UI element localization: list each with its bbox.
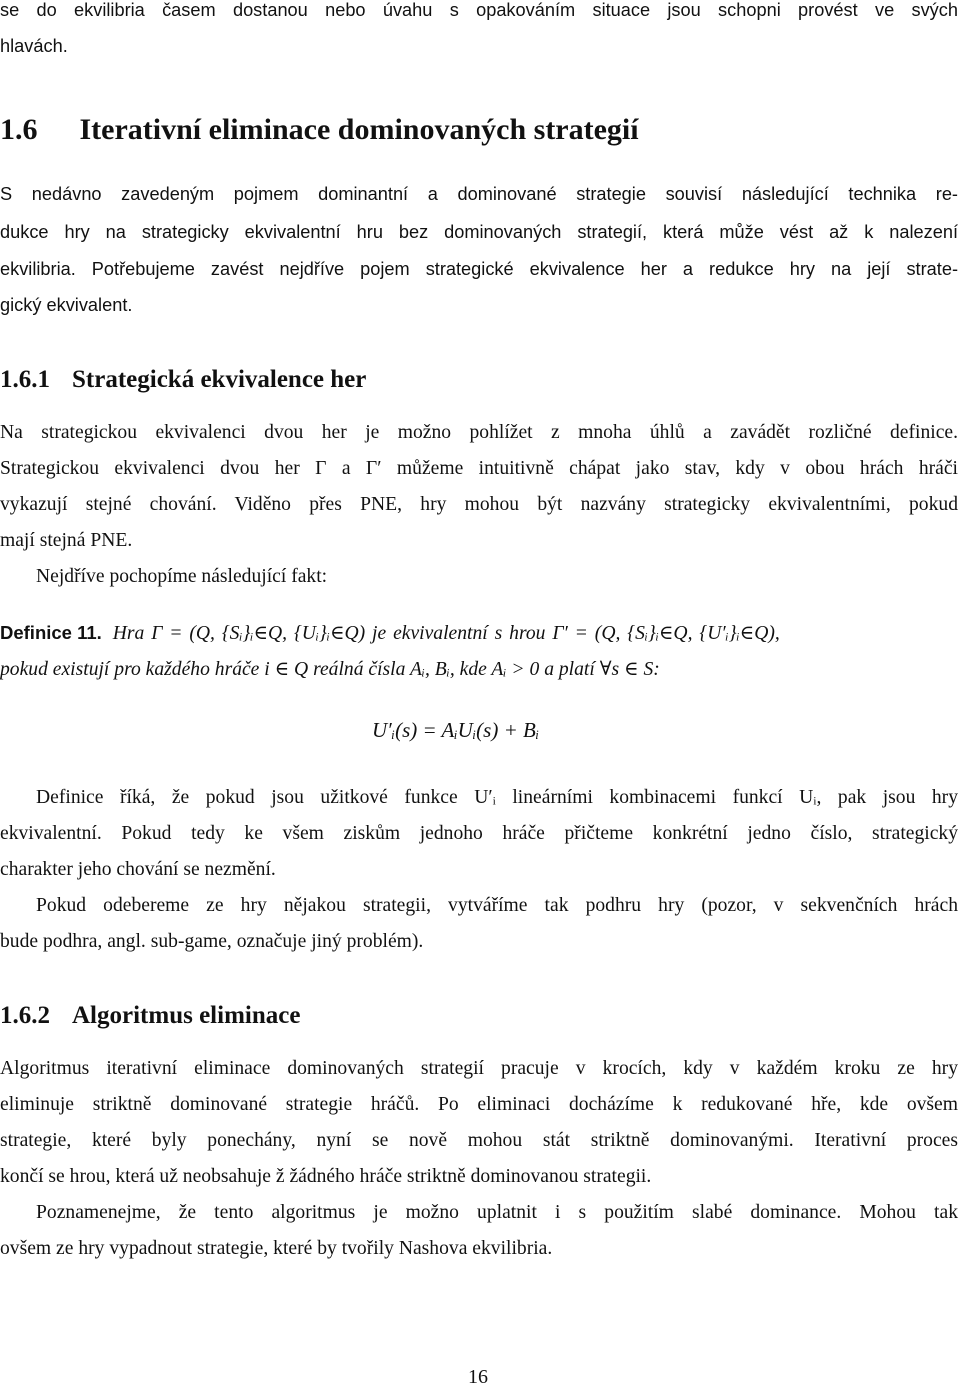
- equation: U′ᵢ(s) = AᵢUᵢ(s) + Bᵢ: [372, 718, 540, 742]
- definition-line: pokud existují pro každého hráče i ∈ Q reálná čísla Aᵢ, Bᵢ, kde Aᵢ > 0 a platí ∀s ∈ S:: [0, 659, 660, 680]
- text-line: Algoritmus iterativní eliminace dominovaných strategií pracuje v krocích, kdy v každém kroku ze hry: [0, 1058, 958, 1079]
- text-line: se do ekvilibria časem dostanou nebo úvahu s opakováním situace jsou schopni provést ve svých: [0, 0, 958, 20]
- subsection-heading: [0, 1002, 300, 1030]
- text-line: strategie, které byly ponechány, nyní se nově mohou stát striktně dominovanými. Iterativní proces: [0, 1130, 958, 1151]
- text-line: Poznamenejme, že tento algoritmus je možno uplatnit i s použitím slabé dominance. Mohou tak: [36, 1202, 958, 1223]
- definition-text: Hra Γ = (Q, {Sᵢ}ᵢ∈Q, {Uᵢ}ᵢ∈Q) je ekvivalentní s hrou Γ′ = (Q, {Sᵢ}ᵢ∈Q, {U′ᵢ}ᵢ∈Q),: [112, 623, 780, 644]
- text-line: Strategickou ekvivalenci dvou her Γ a Γ′ můžeme intuitivně chápat jako stav, kdy v obou hrách hráči: [0, 458, 958, 479]
- text-line: S nedávno zavedeným pojmem dominantní a dominované strategie souvisí následující technika re-: [0, 184, 958, 204]
- text-line: Definice říká, že pokud jsou užitkové funkce U′ᵢ lineárními kombinacemi funkcí Uᵢ, pak jsou hry: [36, 787, 958, 808]
- section-number: 1.6: [0, 113, 38, 146]
- section-heading: [0, 113, 639, 147]
- text-line: vykazují stejné chování. Viděno přes PNE, hry mohou být nazvány strategicky ekvivalentními, pokud: [0, 494, 958, 515]
- text-line: ekvilibria. Potřebujeme zavést nejdříve pojem strategické ekvivalence her a redukce hry na její strate-: [0, 259, 958, 279]
- text-line: Pokud odebereme ze hry nějakou strategii, vytváříme tak podhru hry (pozor, v sekvenčních hrách: [36, 895, 958, 916]
- definition-line: [0, 621, 958, 645]
- text-line: ekvivalentní. Pokud tedy ke všem ziskům jednoho hráče přičteme konkrétní jedno číslo, strategický: [0, 823, 958, 844]
- text-line: bude podhra, angl. sub-game, označuje jiný problém).: [0, 931, 424, 952]
- text-line: končí se hrou, která už neobsahuje ž žádného hráče striktně dominovanou strategii.: [0, 1166, 652, 1187]
- text-line: Na strategickou ekvivalenci dvou her je možno pohlížet z mnoha úhlů a zavádět rozličné definice.: [0, 422, 958, 443]
- text-line: hlavách.: [0, 36, 68, 56]
- subsection-title: Algoritmus eliminace: [72, 1002, 301, 1029]
- text-line: ovšem ze hry vypadnout strategie, které by tvořily Nashova ekvilibria.: [0, 1238, 553, 1259]
- subsection-number: 1.6.1: [0, 366, 50, 393]
- subsection-heading: [0, 366, 366, 394]
- text-line: dukce hry na strategicky ekvivalentní hru bez dominovaných strategií, která může vést až k nalezení: [0, 222, 958, 242]
- text-line: eliminuje striktně dominované strategie hráčů. Po eliminaci docházíme k redukované hře, kde ovšem: [0, 1094, 958, 1115]
- text-line: mají stejná PNE.: [0, 530, 133, 551]
- section-title: Iterativní eliminace dominovaných strategií: [79, 113, 639, 146]
- text-line: Nejdříve pochopíme následující fakt:: [36, 566, 328, 587]
- subsection-number: 1.6.2: [0, 1002, 50, 1029]
- definition-label: Definice 11.: [0, 622, 102, 643]
- text-line: gický ekvivalent.: [0, 295, 133, 315]
- text-line: charakter jeho chování se nezmění.: [0, 859, 276, 880]
- subsection-title: Strategická ekvivalence her: [72, 366, 367, 393]
- page-number: 16: [468, 1366, 488, 1388]
